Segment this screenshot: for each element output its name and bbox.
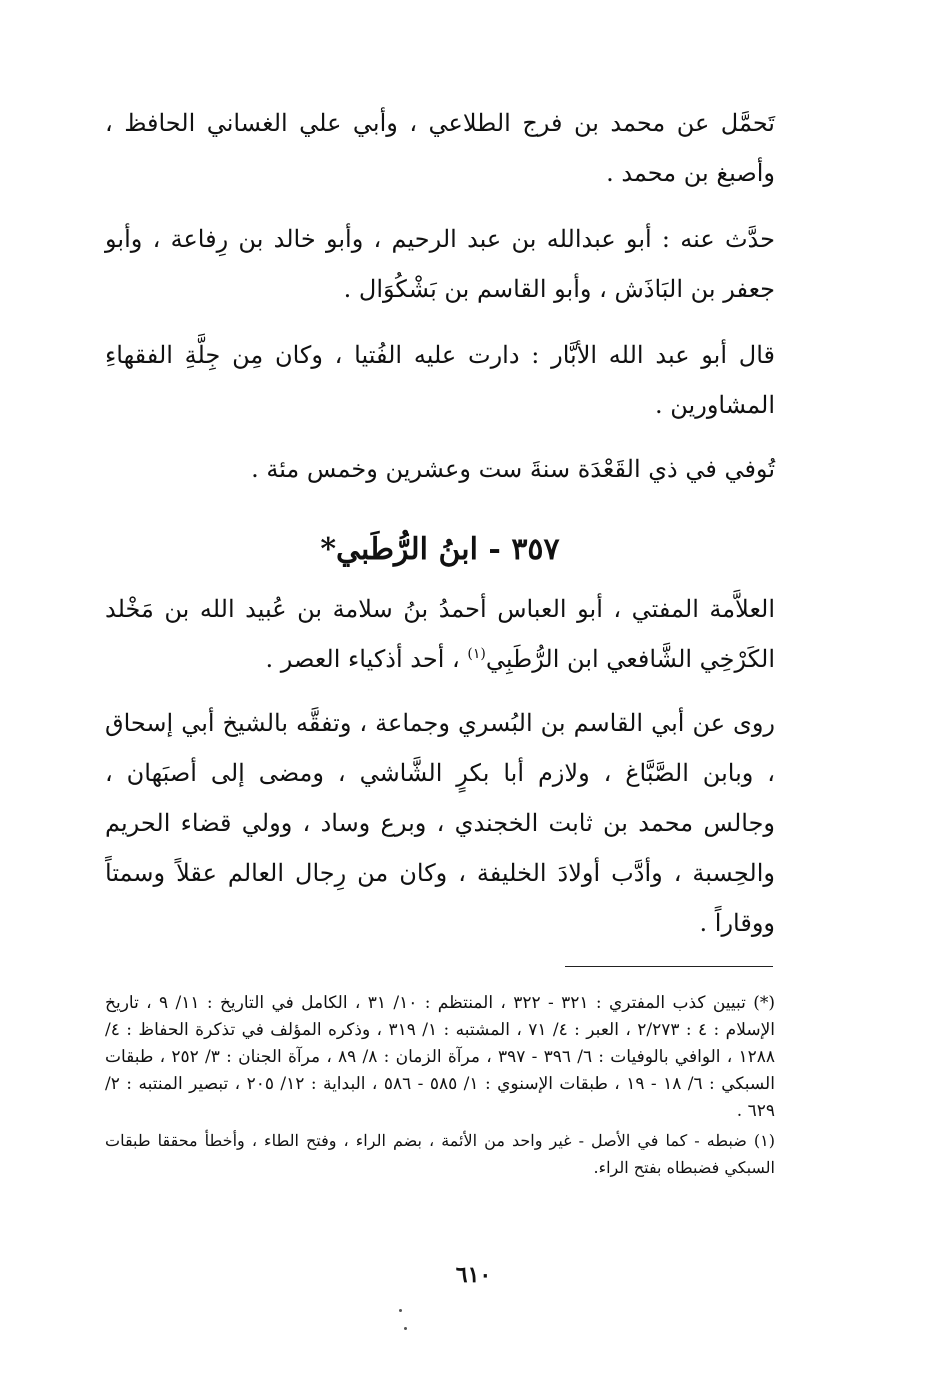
footnote-sources: (*) تبيين كذب المفتري : ٣٢١ - ٣٢٢ ، المنتظم : ١٠/ ٣١ ، الكامل في التاريخ : ١١/ ٩ ، تاريخ الإسلام : ٤ : ٢/٢٧٣ ، العبر : ٤/ ٧١ ، المشتبه : ١/ ٣١٩ ، وذكره المؤلف في تذكرة الحفاظ : ٤/ ١٢٨٨ ، الوافي بالوفيات : ٦/ ٣٩٦ - ٣٩٧ ، مرآة الزمان : ٨/ ٨٩ ، مرآة الجنان : ٣/ ٢٥٢ ، طبقات السبكي : ٦/ ١٨ - ١٩ ، طبقات الإسنوي : ١/ ٥٨٥ - ٥٨٦ ، البداية : ١٢/ ٢٠٥ ، تبصير المنتبه : ٢/ ٦٢٩ . [105, 993, 776, 1121]
paragraph-abbar-quote: قال أبو عبد الله الأبَّار : دارت عليه الفُتيا ، وكان مِن جِلَّةِ الفقهاءِ المشاورين . [105, 341, 775, 419]
entry-heading: ٣٥٧ - ابنُ الرُّطَبي* [320, 532, 560, 567]
entry-intro-text-end: ، أحد أذكياء العصر . [265, 645, 468, 673]
footnote-reference: (١) [467, 646, 486, 662]
entry-intro-text: العلاَّمة المفتي ، أبو العباس أحمدُ بنُ سلامة بن عُبيد الله بن مَخْلد الكَرْخِي الشَّافعي ابن الرُّطَبِي [105, 595, 775, 673]
scan-speck-dot [404, 1327, 407, 1330]
paragraph-students: حدَّث عنه : أبو عبدالله بن عبد الرحيم ، وأبو خالد بن رِفاعة ، وأبو جعفر بن البَاذَش ، وأبو القاسم بن بَشْكُوَال . [105, 225, 775, 303]
footnote-divider [565, 966, 773, 967]
paragraph-entry-intro [105, 584, 775, 684]
paragraph-entry-biography: روى عن أبي القاسم بن البُسري وجماعة ، وتفقَّه بالشيخ أبي إسحاق ، وبابن الصَّبَّاغ ، ولازم أبا بكرٍ الشَّاشي ، ومضى إلى أصبَهان ، وجالس محمد بن ثابت الخجندي ، وبرع وساد ، وولي قضاء الحريم والحِسبة ، وأدَّب أولادَ الخليفة ، وكان من رِجال العالم عقلاً وسمتاً ووقاراً . [105, 709, 775, 937]
paragraph-death-date: تُوفي في ذي القَعْدَة سنةَ ست وعشرين وخمس مئة . [251, 455, 775, 483]
footnotes [105, 990, 775, 1181]
footnote-1: (١) ضبطه - كما في الأصل - غير واحد من الأئمة ، بضم الراء ، وفتح الطاء ، وأخطأ محققا طبقات السبكي فضبطاه بفتح الراء. [105, 1131, 775, 1177]
paragraph-teachers: تَحمَّل عن محمد بن فرج الطلاعي ، وأبي علي الغساني الحافظ ، وأصبغ بن محمد . [105, 109, 775, 187]
page-number: ٦١٠ [455, 1262, 492, 1288]
scan-speck-dot [399, 1309, 402, 1312]
